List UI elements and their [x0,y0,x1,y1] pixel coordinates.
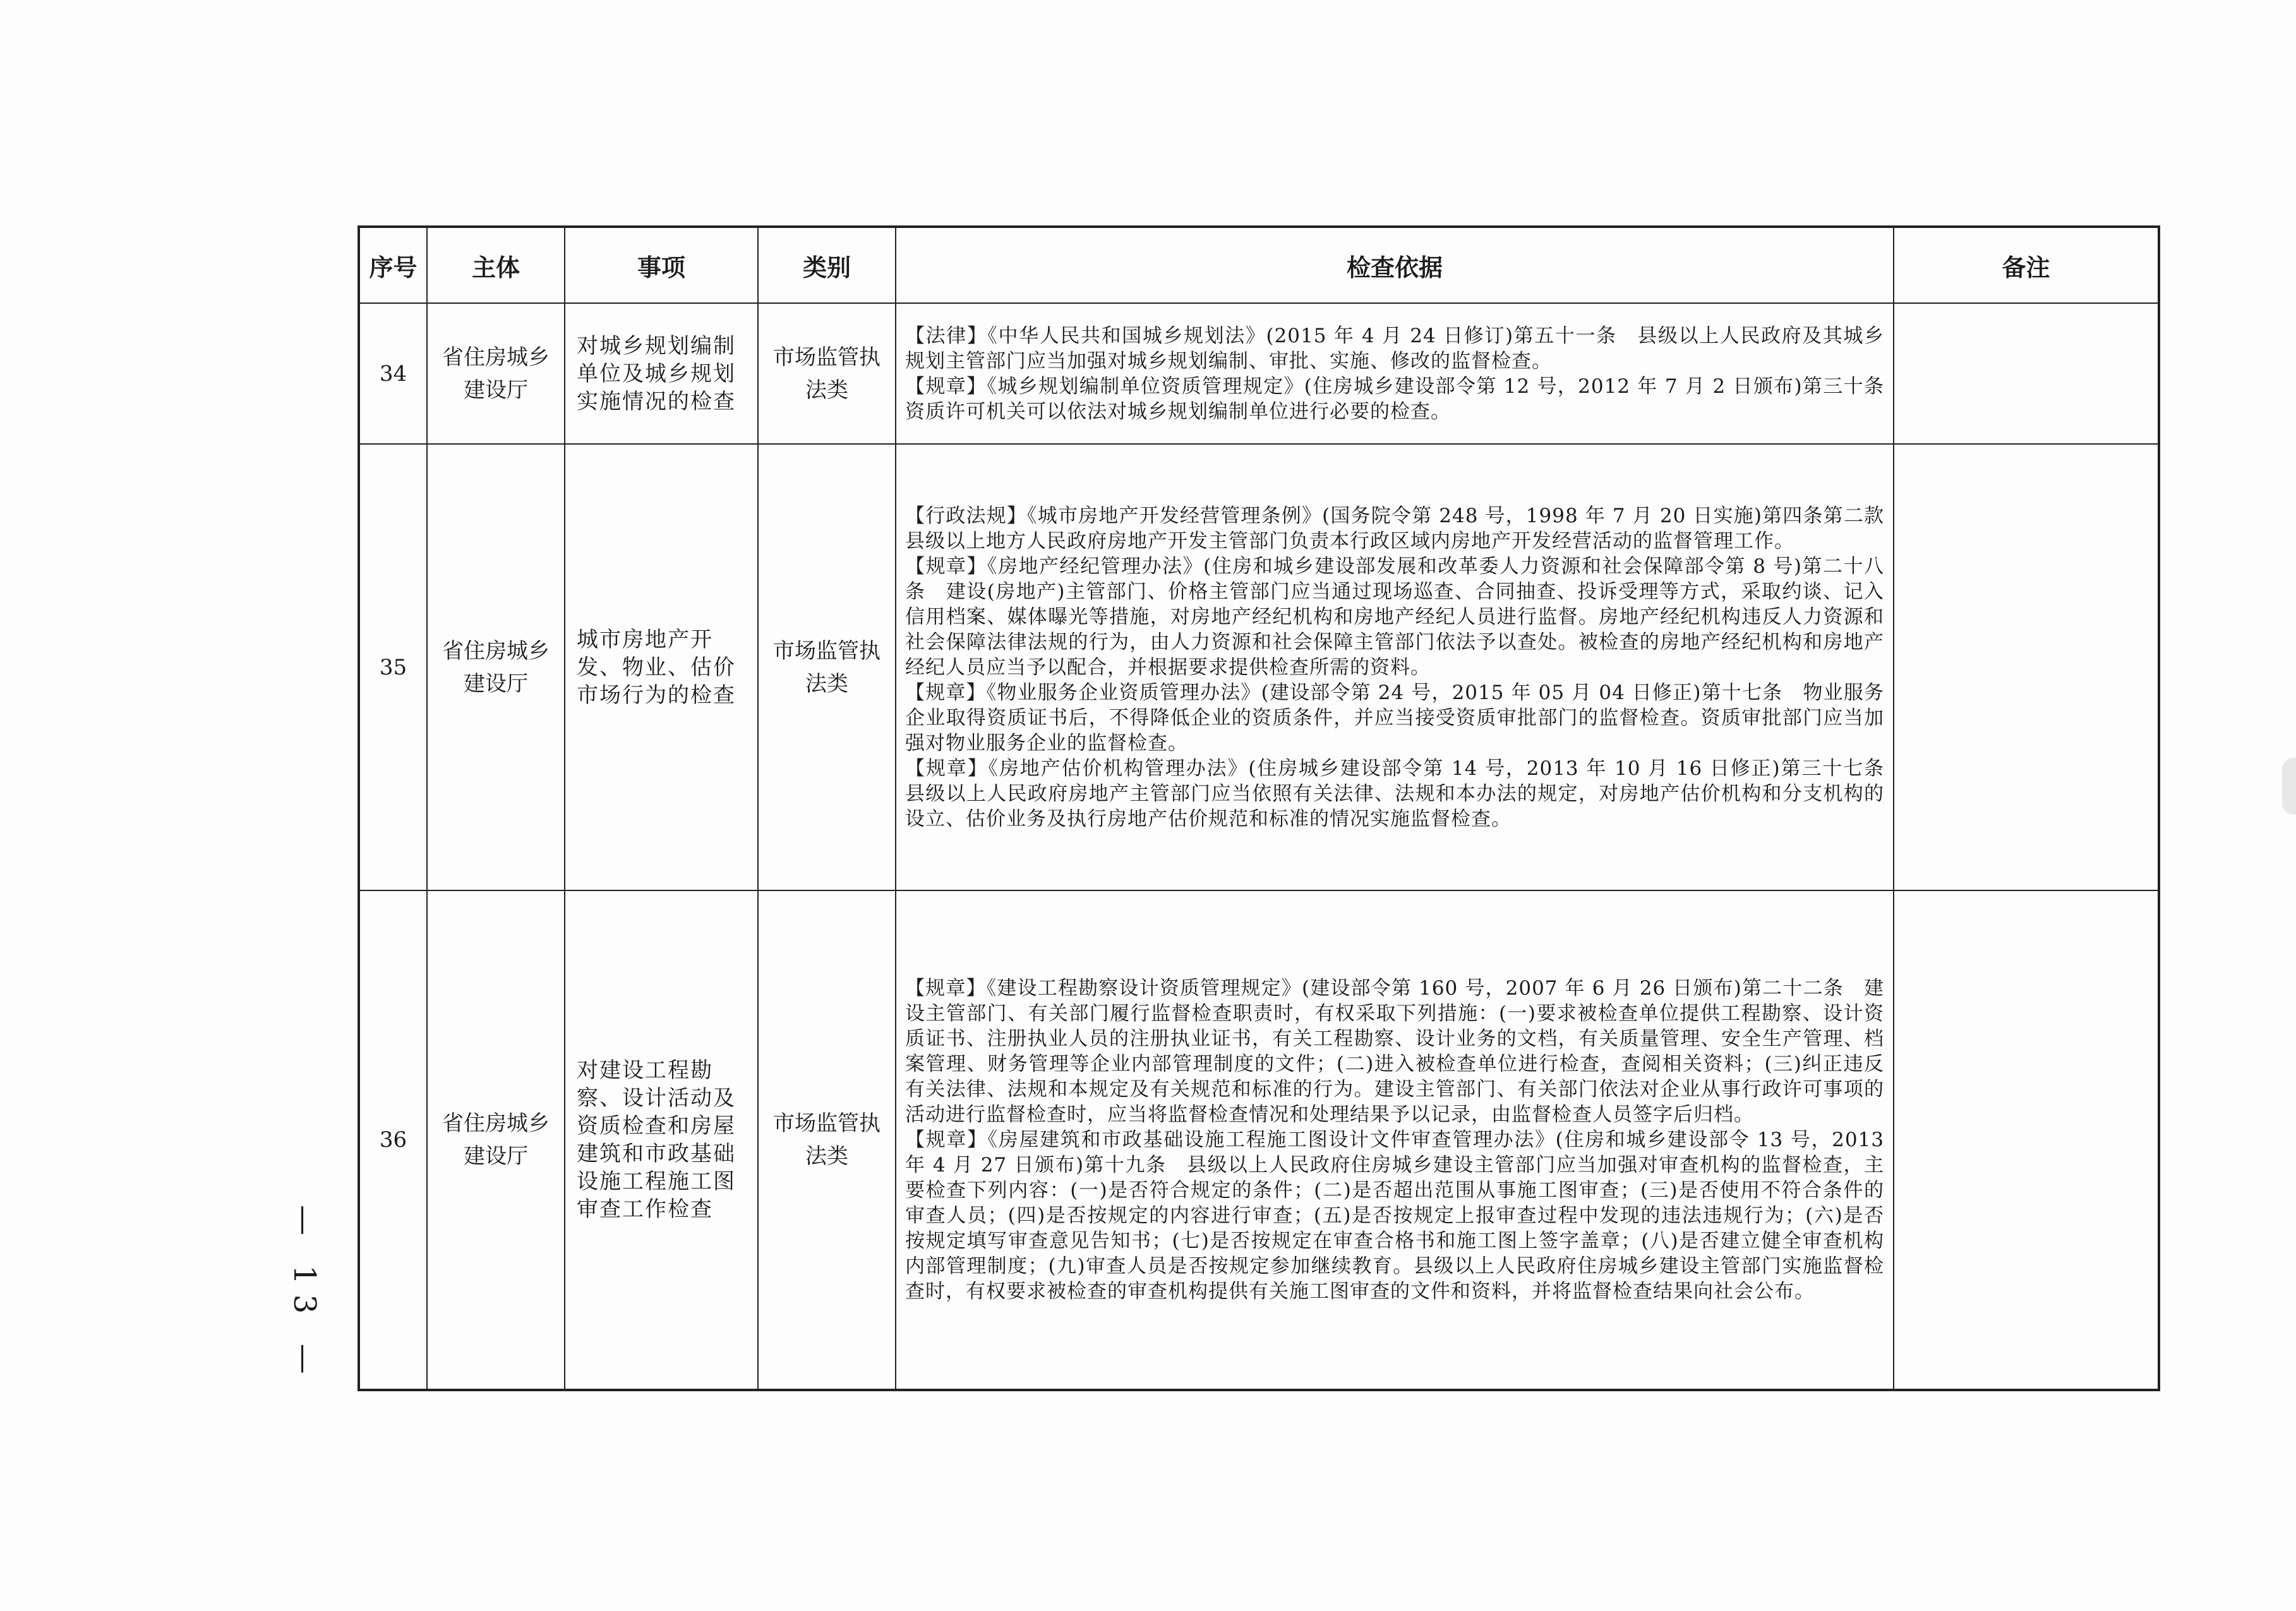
basis-paragraph: 【规章】《建设工程勘察设计资质管理规定》(建设部令第 160 号，2007 年 6 月 26 日颁布)第二十二条 建设主管部门、有关部门履行监督检查职责时，有权采取下列措施：(一)要求被检查单位提供工程勘察、设计资质证书、注册执业人员的注册执业证书，有关工程勘察、设计业务的文档，有关质量管理、安全生产管理、档案管理、财务管理等企业内部管理制度的文件；(二)进入被检查单位进行检查，查阅相关资料；(三)纠正违反有关法律、法规和本规定及有关规范和标准的行为。建设主管部门、有关部门依法对企业从事行政许可事项的活动进行监督检查时，应当将监督检查情况和处理结果予以记录，由监督检查人员签字后归档。 [905,977,1884,1126]
row-basis [896,444,1904,890]
basis-paragraph: 【规章】《物业服务企业资质管理办法》(建设部令第 24 号，2015 年 05 月 04 日修正)第十七条 物业服务企业取得资质证书后，不得降低企业的资质条件，并应当接受资质审批部门的监督检查。资质审批部门应当加强对物业服务企业的监督检查。 [905,681,1884,755]
row-item: 对城乡规划编制单位及城乡规划实施情况的检查 [565,303,758,444]
table-row-36 [359,890,2159,1390]
header-no: 序号 [359,227,427,303]
header-subject: 主体 [427,227,565,303]
row-remarks [1894,444,2159,890]
row-subject: 省住房城乡建设厅 [427,890,565,1390]
table-row-35 [359,444,2159,890]
row-basis [896,303,1904,444]
row-item: 城市房地产开发、物业、估价市场行为的检查 [565,444,758,890]
header-remarks: 备注 [1894,227,2159,303]
row-category: 市场监管执法类 [758,444,896,890]
header-basis: 检查依据 [896,227,1894,303]
header-item: 事项 [565,227,758,303]
row-category: 市场监管执法类 [758,890,896,1390]
row-number: 36 [359,890,427,1390]
basis-paragraph: 【行政法规】《城市房地产开发经营管理条例》(国务院令第 248 号，1998 年 7 月 20 日实施)第四条第二款 县级以上地方人民政府房地产开发主管部门负责本行政区域内房地产开发经营活动的监督管理工作。 [905,504,1904,553]
row-item: 对建设工程勘察、设计活动及资质检查和房屋建筑和市政基础设施工程施工图审查工作检查 [565,890,758,1390]
row-number: 34 [359,303,427,444]
table-row-34 [359,303,2159,444]
row-remarks [1894,890,2159,1390]
inspection-table [358,225,2160,1391]
row-subject: 省住房城乡建设厅 [427,444,565,890]
basis-paragraph: 【规章】《房地产估价机构管理办法》(住房城乡建设部令第 14 号，2013 年 10 月 16 日修正)第三十七条 县级以上人民政府房地产主管部门应当依照有关法律、法规和本办法的规定，对房地产估价机构和分支机构的设立、估价业务及执行房地产估价规范和标准的情况实施监督检查。 [905,757,1904,830]
row-basis [896,890,1894,1390]
header-row [359,227,2159,303]
basis-paragraph: 【规章】《房地产经纪管理办法》(住房和城乡建设部发展和改革委人力资源和社会保障部令第 8 号)第二十八条 建设(房地产)主管部门、价格主管部门应当通过现场巡查、合同抽查、投诉受理等方式，采取约谈、记入信用档案、媒体曝光等措施，对房地产经纪机构和房地产经纪人员进行监督。房地产经纪机构违反人力资源和社会保障法律法规的行为，由人力资源和社会保障主管部门依法予以查处。被检查的房地产经纪机构和房地产经纪人员应当予以配合，并根据要求提供检查所需的资料。 [905,554,1884,679]
row-number: 35 [359,444,427,890]
row-category: 市场监管执法类 [758,303,896,444]
row-subject: 省住房城乡建设厅 [427,303,565,444]
page-number: — 13 — [287,1205,322,1384]
scan-edge-mark [2282,758,2296,815]
basis-paragraph: 【法律】《中华人民共和国城乡规划法》(2015 年 4 月 24 日修订)第五十一条 县级以上人民政府及其城乡规划主管部门应当加强对城乡规划编制、审批、实施、修改的监督检查。 [905,324,1884,373]
basis-paragraph: 【规章】《房屋建筑和市政基础设施工程施工图设计文件审查管理办法》(住房和城乡建设部令 13 号，2013 年 4 月 27 日颁布)第十九条 县级以上人民政府住房城乡建设主管部门应当加强对审查机构的监督检查，主要检查下列内容：(一)是否符合规定的条件；(二)是否超出范围从事施工图审查；(三)是否使用不符合条件的审查人员；(四)是否按规定的内容进行审查；(五)是否按规定上报审查过程中发现的违法违规行为；(六)是否按规定填写审查意见告知书；(七)是否按规定在审查合格书和施工图上签字盖章；(八)是否建立健全审查机构内部管理制度；(九)审查人员是否按规定参加继续教育。县级以上人民政府住房城乡建设主管部门实施监督检查时，有权要求被检查的审查机构提供有关施工图审查的文件和资料，并将监督检查结果向社会公布。 [905,1129,1884,1303]
basis-paragraph: 【规章】《城乡规划编制单位资质管理规定》(住房城乡建设部令第 12 号，2012 年 7 月 2 日颁布)第三十条 资质许可机关可以依法对城乡规划编制单位进行必要的检查。 [905,374,1904,423]
row-remarks [1894,303,2159,444]
header-category: 类别 [758,227,896,303]
